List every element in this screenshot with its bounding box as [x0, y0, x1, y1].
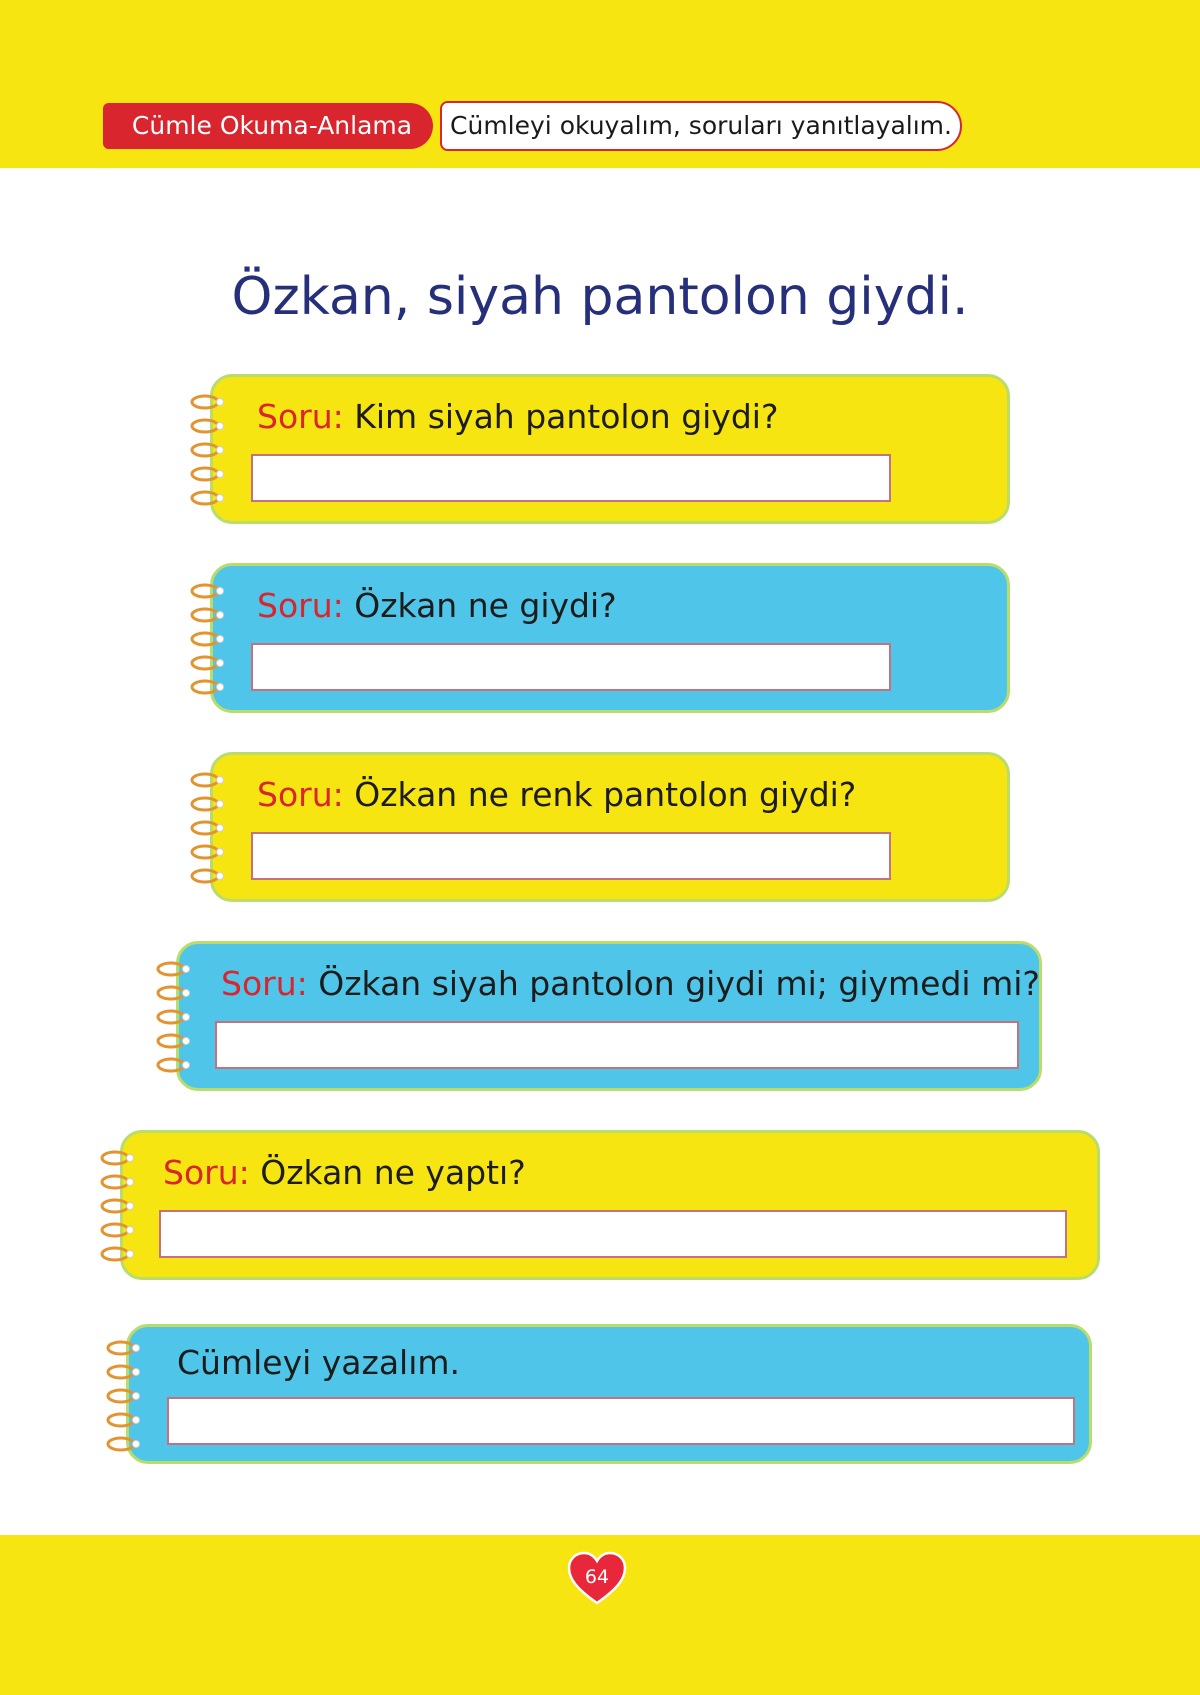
- instruction-banner: Cümleyi okuyalım, soruları yanıtlayalım.: [440, 101, 962, 151]
- spiral-ring: [192, 444, 218, 456]
- binding-hole: [127, 1203, 134, 1210]
- spiral-ring: [108, 1366, 134, 1378]
- binding-hole: [217, 588, 224, 595]
- question-label: Soru:: [257, 397, 344, 436]
- question-body: Özkan ne giydi?: [354, 586, 617, 625]
- binding-hole: [183, 1038, 190, 1045]
- spiral-ring: [192, 633, 218, 645]
- writing-card: [126, 1324, 1092, 1464]
- answer-field[interactable]: [251, 832, 891, 880]
- binding-hole: [127, 1227, 134, 1234]
- spiral-ring: [102, 1152, 128, 1164]
- spiral-ring: [158, 1059, 184, 1071]
- spiral-binding-icon: [100, 1148, 140, 1266]
- binding-hole: [217, 636, 224, 643]
- binding-hole: [133, 1393, 140, 1400]
- question-body: Özkan siyah pantolon giydi mi; giymedi mi?: [318, 964, 1040, 1003]
- spiral-ring: [192, 681, 218, 693]
- question-body: Özkan ne renk pantolon giydi?: [354, 775, 857, 814]
- spiral-ring: [192, 609, 218, 621]
- question-label: Soru:: [257, 775, 344, 814]
- question-text: [257, 395, 778, 439]
- binding-hole: [133, 1417, 140, 1424]
- spiral-ring: [102, 1200, 128, 1212]
- binding-hole: [133, 1345, 140, 1352]
- spiral-ring: [192, 396, 218, 408]
- spiral-ring: [102, 1248, 128, 1260]
- binding-hole: [183, 1014, 190, 1021]
- binding-hole: [217, 660, 224, 667]
- spiral-ring: [108, 1414, 134, 1426]
- binding-hole: [217, 777, 224, 784]
- question-card-3: [210, 752, 1010, 902]
- question-text: [257, 584, 617, 628]
- spiral-binding-icon: [190, 392, 230, 510]
- question-text: [177, 1341, 460, 1385]
- spiral-ring: [158, 987, 184, 999]
- question-body: Kim siyah pantolon giydi?: [354, 397, 779, 436]
- question-body: Cümleyi yazalım.: [177, 1343, 461, 1382]
- main-sentence: Özkan, siyah pantolon giydi.: [231, 267, 969, 327]
- spiral-ring: [192, 774, 218, 786]
- question-label: Soru:: [163, 1153, 250, 1192]
- question-text: [257, 773, 856, 817]
- binding-hole: [127, 1179, 134, 1186]
- answer-field[interactable]: [159, 1210, 1067, 1258]
- spiral-ring: [158, 963, 184, 975]
- spiral-ring: [158, 1011, 184, 1023]
- question-label: Soru:: [257, 586, 344, 625]
- spiral-ring: [192, 468, 218, 480]
- topic-tag: Cümle Okuma-Anlama: [103, 103, 433, 149]
- binding-hole: [133, 1369, 140, 1376]
- spiral-ring: [108, 1342, 134, 1354]
- binding-hole: [217, 423, 224, 430]
- binding-hole: [217, 471, 224, 478]
- binding-hole: [217, 684, 224, 691]
- spiral-ring: [158, 1035, 184, 1047]
- question-label: Soru:: [221, 964, 308, 1003]
- answer-field[interactable]: [215, 1021, 1019, 1069]
- spiral-binding-icon: [106, 1338, 146, 1456]
- binding-hole: [127, 1251, 134, 1258]
- binding-hole: [217, 495, 224, 502]
- binding-hole: [127, 1155, 134, 1162]
- spiral-binding-icon: [156, 959, 196, 1077]
- question-card-1: [210, 374, 1010, 524]
- spiral-ring: [108, 1390, 134, 1402]
- binding-hole: [183, 966, 190, 973]
- spiral-ring: [192, 585, 218, 597]
- spiral-ring: [192, 798, 218, 810]
- answer-field[interactable]: [167, 1397, 1075, 1445]
- spiral-ring: [192, 846, 218, 858]
- binding-hole: [183, 990, 190, 997]
- spiral-ring: [192, 492, 218, 504]
- question-card-2: [210, 563, 1010, 713]
- spiral-ring: [108, 1438, 134, 1450]
- spiral-binding-icon: [190, 581, 230, 699]
- spiral-ring: [102, 1224, 128, 1236]
- spiral-ring: [192, 870, 218, 882]
- binding-hole: [217, 612, 224, 619]
- question-text: [221, 962, 1040, 1006]
- spiral-ring: [192, 420, 218, 432]
- question-card-4: [176, 941, 1042, 1091]
- binding-hole: [217, 873, 224, 880]
- binding-hole: [183, 1062, 190, 1069]
- question-body: Özkan ne yaptı?: [260, 1153, 526, 1192]
- binding-hole: [217, 801, 224, 808]
- answer-field[interactable]: [251, 643, 891, 691]
- answer-field[interactable]: [251, 454, 891, 502]
- question-text: [163, 1151, 526, 1195]
- binding-hole: [217, 399, 224, 406]
- page-number: 64: [584, 1566, 610, 1588]
- spiral-ring: [192, 822, 218, 834]
- question-card-5: [120, 1130, 1100, 1280]
- binding-hole: [217, 825, 224, 832]
- spiral-ring: [102, 1176, 128, 1188]
- spiral-ring: [192, 657, 218, 669]
- spiral-binding-icon: [190, 770, 230, 888]
- binding-hole: [133, 1441, 140, 1448]
- binding-hole: [217, 849, 224, 856]
- binding-hole: [217, 447, 224, 454]
